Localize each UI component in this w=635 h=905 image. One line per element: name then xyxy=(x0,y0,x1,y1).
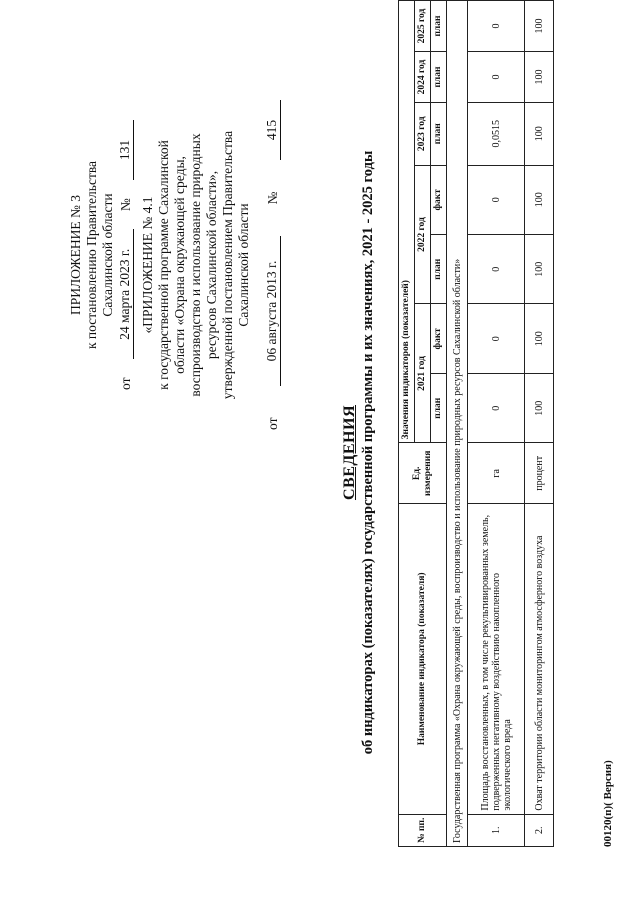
header-values: Значения индикаторов (показателей) xyxy=(399,1,415,443)
from-label: от xyxy=(118,377,133,390)
approval-line: к постановлению Правительства xyxy=(84,160,99,350)
approval-line: воспроизводство и использование природных xyxy=(188,133,203,397)
header-plan: план xyxy=(431,1,447,52)
cell-2021-plan: 100 xyxy=(525,373,554,442)
approval-number: 131 xyxy=(117,120,134,180)
page-title: СВЕДЕНИЯ xyxy=(341,404,358,501)
approval-number: 415 xyxy=(264,100,281,160)
approval-line: утвержденной постановлением Правительства xyxy=(220,130,235,400)
cell-2023-plan: 100 xyxy=(525,103,554,166)
approval-date-number xyxy=(264,100,281,430)
table-row xyxy=(468,1,525,847)
approval-line: ресурсов Сахалинской области», xyxy=(204,170,219,360)
indicators-table xyxy=(398,0,554,847)
approval-line: области «Охрана окружающей среды, xyxy=(172,156,187,374)
row-num: 1. xyxy=(468,814,525,846)
cell-2025-plan: 100 xyxy=(525,1,554,52)
header-plan: план xyxy=(431,235,447,304)
row-unit: га xyxy=(468,443,525,504)
document-version-code: 00120(п)( Версия) xyxy=(602,760,614,847)
header-plan: план xyxy=(431,103,447,166)
cell-2022-plan: 0 xyxy=(468,235,525,304)
approval-block-previous xyxy=(140,100,281,430)
header-unit: Ед. измерения xyxy=(399,443,447,504)
approval-title: ПРИЛОЖЕНИЕ № 3 xyxy=(68,194,83,316)
header-fact: факт xyxy=(431,165,447,234)
approval-line: к государственной программе Сахалинской xyxy=(156,140,171,390)
header-num: № пп. xyxy=(399,814,447,846)
header-fact: факт xyxy=(431,304,447,373)
row-name: Охват территории области мониторингом атмосферного воздуха xyxy=(525,504,554,814)
program-row: Государственная программа «Охрана окружающей среды, воспроизводство и использование природных ресурсов Сахалинской области» xyxy=(447,1,468,847)
cell-2024-plan: 100 xyxy=(525,52,554,103)
cell-2022-plan: 100 xyxy=(525,235,554,304)
approval-date: 24 марта 2023 г. xyxy=(117,229,134,359)
approval-date-number xyxy=(117,120,134,390)
header-year-2024: 2024 год xyxy=(415,52,431,103)
cell-2021-fact: 0 xyxy=(468,304,525,373)
approval-date: 06 августа 2013 г. xyxy=(264,236,281,386)
cell-2024-plan: 0 xyxy=(468,52,525,103)
number-label: № xyxy=(118,198,133,212)
cell-2021-fact: 100 xyxy=(525,304,554,373)
row-num: 2. xyxy=(525,814,554,846)
row-unit: процент xyxy=(525,443,554,504)
cell-2022-fact: 0 xyxy=(468,165,525,234)
header-plan: план xyxy=(431,373,447,442)
header-year-2023: 2023 год xyxy=(415,103,431,166)
header-year-2022: 2022 год xyxy=(415,165,431,304)
cell-2022-fact: 100 xyxy=(525,165,554,234)
page-subtitle: об индикаторах (показателях) государственной программы и их значениях, 2021 - 2025 годы xyxy=(360,150,376,755)
cell-2021-plan: 0 xyxy=(468,373,525,442)
from-label: от xyxy=(265,417,280,430)
row-name: Площадь восстановленных, в том числе рекультивированных земель, подверженных негативному воздействию накопленного экологического вреда xyxy=(468,504,525,814)
header-year-2021: 2021 год xyxy=(415,304,431,443)
header-year-2025: 2025 год xyxy=(415,1,431,52)
header-plan: план xyxy=(431,52,447,103)
cell-2025-plan: 0 xyxy=(468,1,525,52)
number-label: № xyxy=(265,191,280,205)
approval-line: Сахалинской области xyxy=(100,193,115,317)
cell-2023-plan: 0,0515 xyxy=(468,103,525,166)
header-name: Наименование индикатора (показателя) xyxy=(399,504,447,814)
approval-line: Сахалинской области xyxy=(236,203,251,327)
approval-block-main xyxy=(68,120,134,390)
table-row xyxy=(525,1,554,847)
approval-title: «ПРИЛОЖЕНИЕ № 4.1 xyxy=(140,196,155,334)
